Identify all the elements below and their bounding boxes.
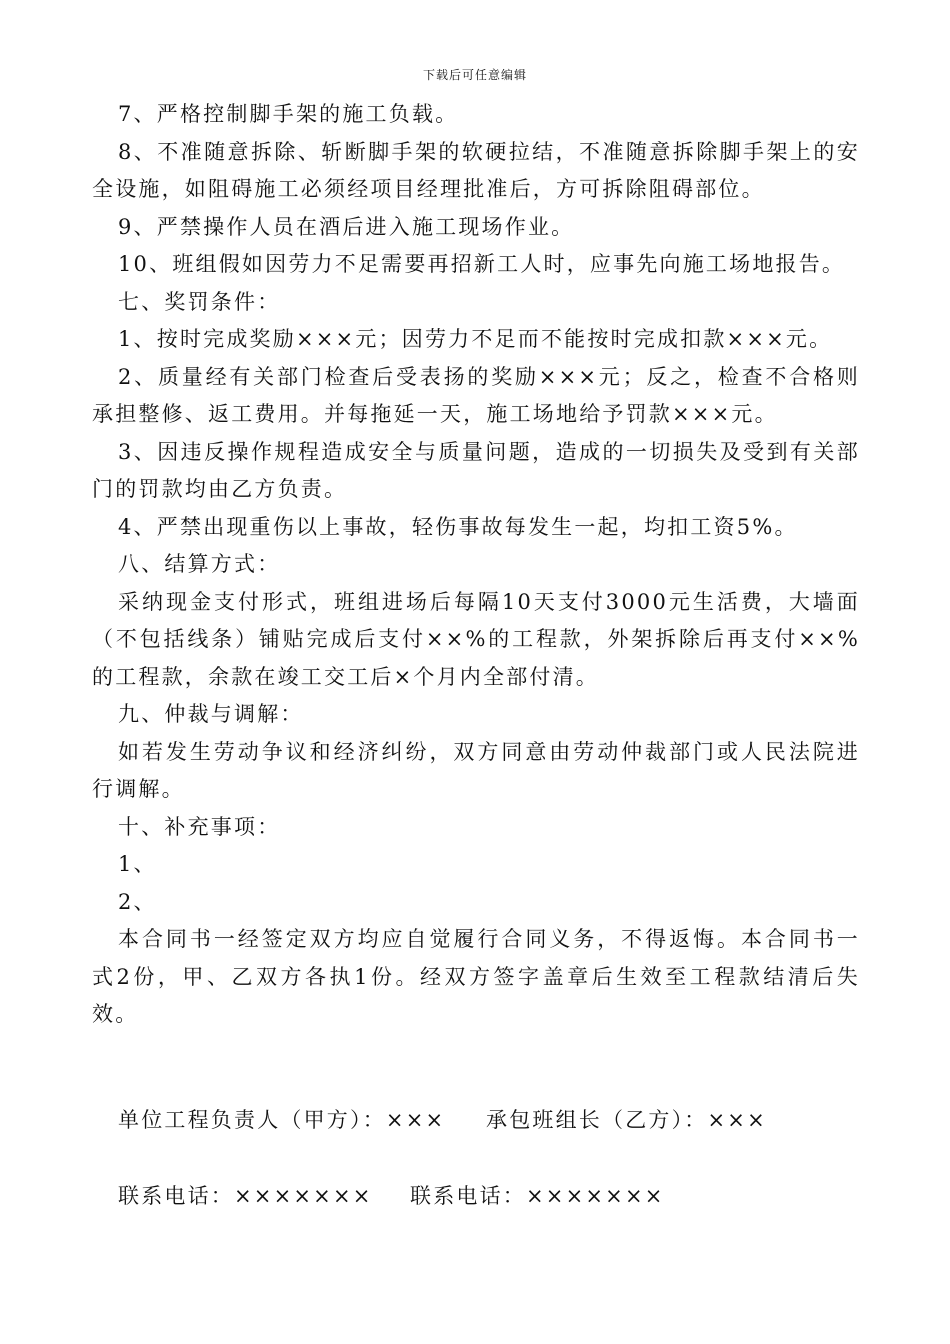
paragraph: 10、班组假如因劳力不足需要再招新工人时，应事先向施工场地报告。 bbox=[118, 252, 846, 276]
paragraph: 4、严禁出现重伤以上事故，轻伤事故每发生一起，均扣工资5%。 bbox=[118, 514, 798, 539]
page-header: 下载后可任意编辑 bbox=[422, 68, 527, 82]
party-b-signature: 承包班组长（乙方）：××× bbox=[486, 1108, 767, 1132]
section-heading: 八、结算方式： bbox=[118, 552, 281, 576]
party-a-phone: 联系电话：××××××× bbox=[118, 1184, 373, 1208]
document-body bbox=[92, 96, 860, 1034]
paragraph: 1、 bbox=[118, 852, 157, 876]
section-heading: 九、仲裁与调解： bbox=[118, 702, 304, 726]
paragraph: 如若发生劳动争议和经济纠纷，双方同意由劳动仲裁部门或人民法院进行调解。 bbox=[92, 739, 860, 801]
paragraph: 本合同书一经签定双方均应自觉履行合同义务，不得返悔。本合同书一式2份，甲、乙双方各执1份。经双方签字盖章后生效至工程款结清后失效。 bbox=[92, 927, 860, 1026]
paragraph: 采纳现金支付形式，班组进场后每隔10天支付3000元生活费，大墙面（不包括线条）铺贴完成后支付××%的工程款，外架拆除后再支付××%的工程款，余款在竣工交工后×个月内全部付清。 bbox=[92, 589, 860, 689]
paragraph: 1、按时完成奖励×××元；因劳力不足而不能按时完成扣款×××元。 bbox=[118, 327, 833, 351]
party-b-phone: 联系电话：××××××× bbox=[410, 1184, 665, 1208]
section-heading: 十、补充事项： bbox=[118, 814, 281, 839]
paragraph: 2、 bbox=[118, 889, 157, 914]
section-heading: 七、奖罚条件： bbox=[118, 289, 281, 314]
paragraph: 3、因违反操作规程造成安全与质量问题，造成的一切损失及受到有关部门的罚款均由乙方负责。 bbox=[92, 439, 860, 501]
party-a-signature: 单位工程负责人（甲方）：××× bbox=[118, 1108, 446, 1132]
paragraph: 8、不准随意拆除、斩断脚手架的软硬拉结，不准随意拆除脚手架上的安全设施，如阻碍施工必须经项目经理批准后，方可拆除阻碍部位。 bbox=[92, 139, 860, 201]
paragraph: 9、严禁操作人员在酒后进入施工现场作业。 bbox=[118, 214, 575, 239]
paragraph: 2、质量经有关部门检查后受表扬的奖励×××元；反之，检查不合格则承担整修、返工费用。并每拖延一天，施工场地给予罚款×××元。 bbox=[92, 364, 860, 426]
paragraph: 7、严格控制脚手架的施工负载。 bbox=[118, 102, 459, 126]
